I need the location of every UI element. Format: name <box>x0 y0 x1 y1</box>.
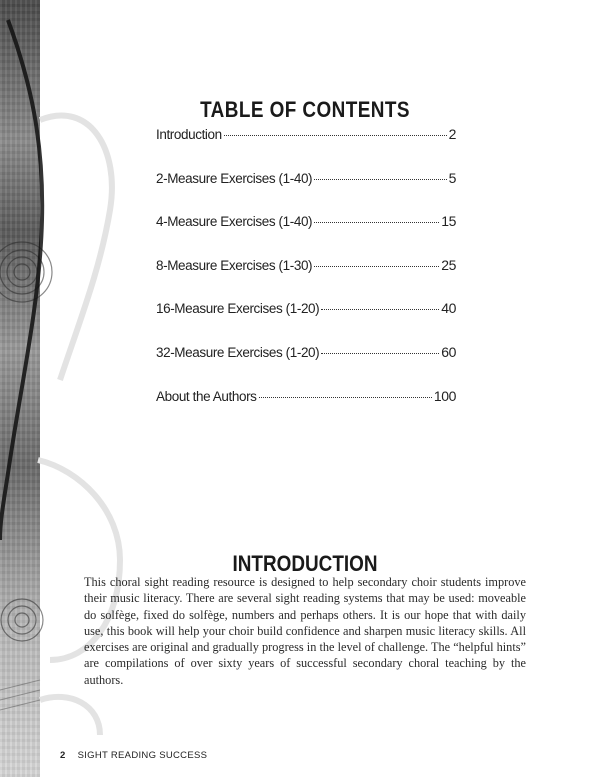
toc-leader-dots <box>314 266 439 267</box>
toc-entry[interactable] <box>156 170 456 214</box>
toc-entry-page: 5 <box>448 169 456 186</box>
toc-leader-dots <box>259 397 432 398</box>
toc-entry-label: About the Authors <box>156 388 257 404</box>
toc-leader-dots <box>224 135 447 136</box>
toc-entry-label: 16-Measure Exercises (1-20) <box>156 301 320 317</box>
toc-entry-label: 4-Measure Exercises (1-40) <box>156 214 313 230</box>
toc-entry-label: Introduction <box>156 127 222 142</box>
toc-entry-label: 2-Measure Exercises (1-40) <box>156 170 313 186</box>
decorative-side-band <box>0 0 40 777</box>
toc-entry[interactable] <box>156 126 456 170</box>
toc-leader-dots <box>321 353 439 354</box>
introduction-body: This choral sight reading resource is designed to help secondary choir students improve their music literacy. There are several sight reading systems that may be used: moveable do solfège, fixed do solfège, numbers and perhaps others. It is our hope that with daily use, this book will help your choir build confidence and sharpen music literacy skills. All exercises are original and gradually progress in the level of challenge. The “helpful hints” are compilations of over sixty years of successful secondary choral teaching by the authors. <box>84 575 526 687</box>
footer-page-number: 2 <box>60 750 66 761</box>
toc-leader-dots <box>314 179 446 180</box>
footer-running-title: SIGHT READING SUCCESS <box>77 750 208 761</box>
toc-title: TABLE OF CONTENTS <box>200 96 410 122</box>
toc-leader-dots <box>321 309 439 310</box>
band-texture <box>0 0 40 777</box>
toc-list <box>156 126 456 431</box>
toc-entry[interactable] <box>156 300 456 344</box>
toc-entry-page: 15 <box>441 213 456 230</box>
toc-entry[interactable] <box>156 388 456 432</box>
toc-entry-page: 60 <box>441 343 456 360</box>
toc-entry[interactable] <box>156 257 456 301</box>
toc-entry-label: 32-Measure Exercises (1-20) <box>156 344 320 360</box>
toc-entry-page: 100 <box>433 387 456 404</box>
toc-entry-label: 8-Measure Exercises (1-30) <box>156 257 313 273</box>
page-footer <box>60 750 207 761</box>
toc-entry-page: 40 <box>441 300 456 317</box>
toc-entry-page: 25 <box>441 256 456 273</box>
toc-leader-dots <box>314 222 439 223</box>
introduction-title: INTRODUCTION <box>232 551 378 577</box>
toc-entry[interactable] <box>156 344 456 388</box>
toc-entry-page: 2 <box>448 126 456 142</box>
toc-entry[interactable] <box>156 213 456 257</box>
